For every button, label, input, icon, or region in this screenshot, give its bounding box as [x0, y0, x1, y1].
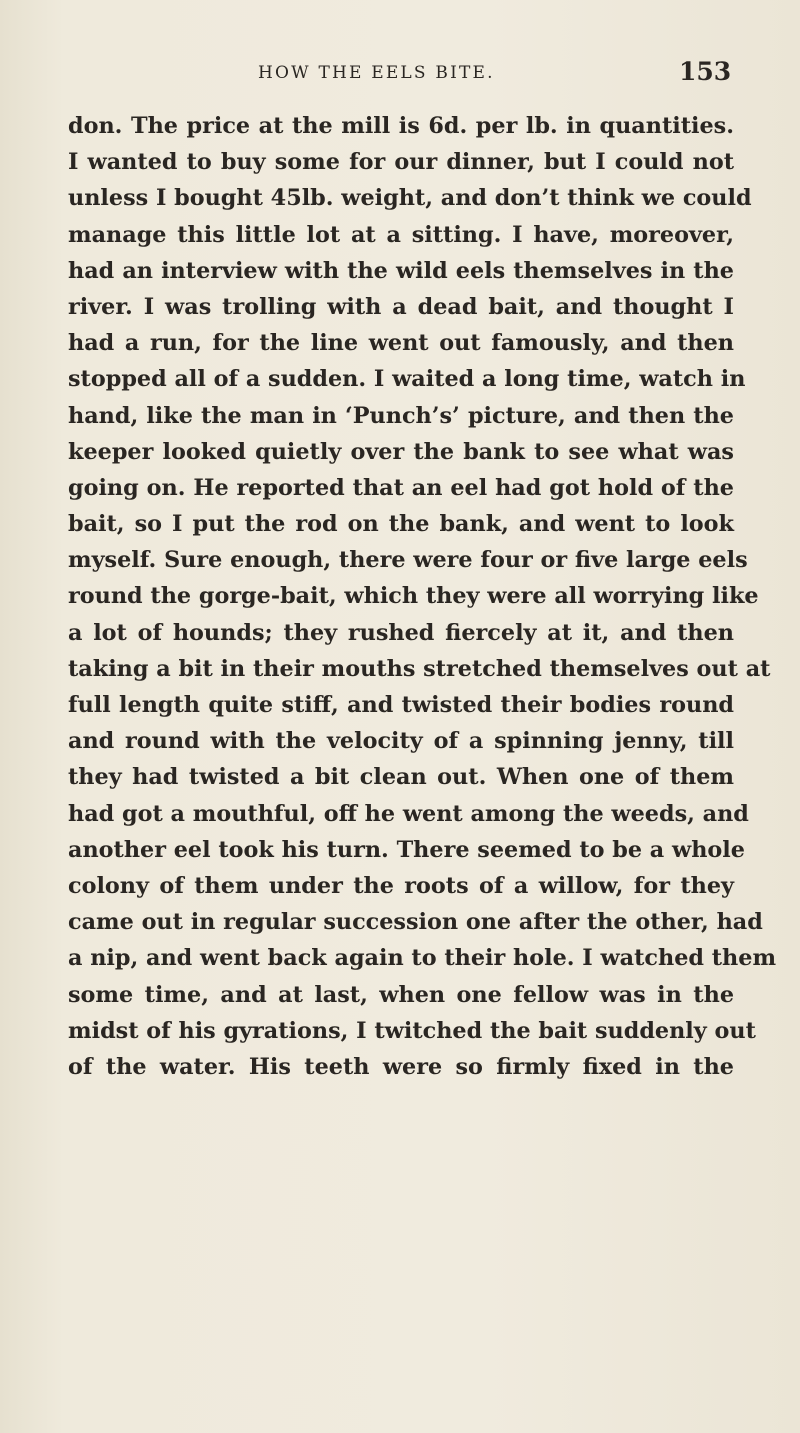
- text-line: full length quite stiff, and twisted their bodies round: [68, 692, 734, 718]
- text-line: manage this little lot at a sitting. I have, moreover,: [68, 221, 734, 248]
- text-line: stopped all of a sudden. I waited a long time, watch in: [68, 366, 746, 393]
- text-line: river. I was trolling with a dead bait, and thought I: [68, 293, 734, 320]
- text-line: unless I bought 45lb. weight, and don’t think we could: [68, 185, 752, 212]
- text-line: came out in regular succession one after the other, had: [68, 909, 763, 936]
- text-line: another eel took his turn. There seemed to be a whole: [68, 836, 745, 863]
- text-line: had a run, for the line went out famously, and then: [68, 330, 734, 357]
- text-line: a lot of hounds; they rushed fiercely at it, and then: [68, 619, 734, 646]
- page-number: 153: [679, 57, 732, 86]
- text-line: they had twisted a bit clean out. When one of them: [68, 764, 734, 791]
- text-line: I wanted to buy some for our dinner, but I could not: [68, 149, 734, 176]
- running-title: HOW THE EELS BITE.: [258, 63, 495, 83]
- text-line: midst of his gyrations, I twitched the bait suddenly out: [68, 1017, 756, 1044]
- text-line: had got a mouthful, off he went among the weeds, and: [68, 800, 749, 827]
- text-line: had an interview with the wild eels themselves in the: [68, 257, 734, 284]
- text-line: myself. Sure enough, there were four or five large eels: [68, 547, 748, 574]
- text-line: and round with the velocity of a spinning jenny, till: [68, 728, 734, 755]
- text-line: keeper looked quietly over the bank to see what was: [68, 438, 734, 465]
- text-line: some time, and at last, when one fellow was in the: [68, 981, 734, 1008]
- text-line: bait, so I put the rod on the bank, and went to look: [68, 511, 734, 538]
- text-line: don. The price at the mill is 6d. per lb. in quantities.: [68, 113, 734, 139]
- text-line: taking a bit in their mouths stretched themselves out at: [68, 655, 771, 682]
- text-line: colony of them under the roots of a willow, for they: [68, 872, 734, 899]
- text-line: going on. He reported that an eel had got hold of the: [68, 474, 734, 501]
- text-line: of the water. His teeth were so firmly fixed in the: [68, 1053, 734, 1080]
- text-line: hand, like the man in ‘Punch’s’ picture, and then the: [68, 402, 734, 429]
- page-header: [0, 57, 800, 92]
- text-line: a nip, and went back again to their hole. I watched them: [68, 945, 777, 972]
- body-text: [68, 108, 777, 1085]
- text-line: round the gorge-bait, which they were all worrying like: [68, 583, 759, 610]
